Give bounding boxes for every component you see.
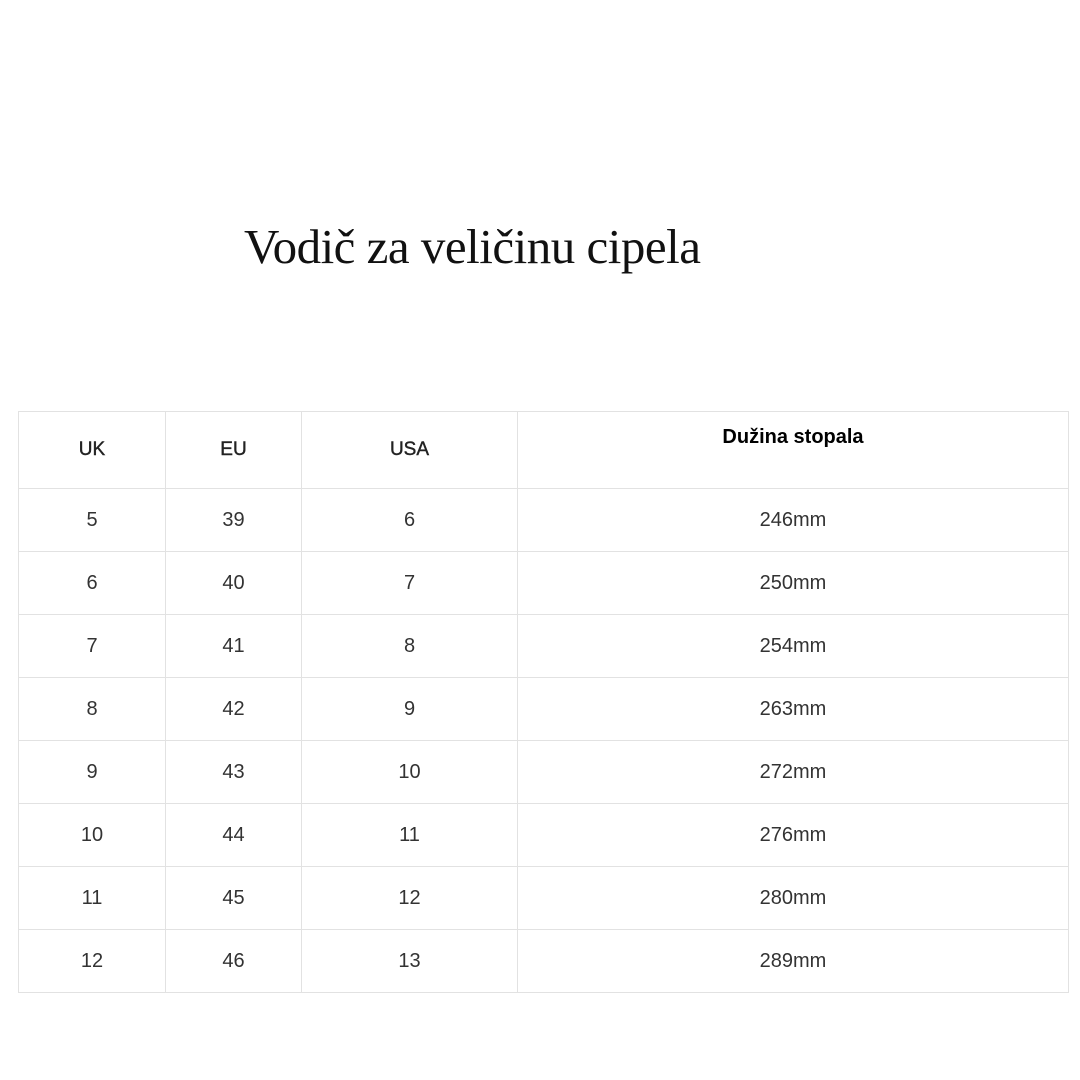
cell-foot-length: 280mm [518, 867, 1069, 930]
table-row [19, 615, 1069, 678]
cell-usa: 11 [302, 804, 518, 867]
cell-usa: 9 [302, 678, 518, 741]
cell-uk: 6 [19, 552, 166, 615]
cell-usa: 12 [302, 867, 518, 930]
header-eu: EU [166, 412, 302, 489]
cell-eu: 43 [166, 741, 302, 804]
cell-foot-length: 263mm [518, 678, 1069, 741]
table-header-row [19, 412, 1069, 489]
cell-eu: 41 [166, 615, 302, 678]
cell-eu: 40 [166, 552, 302, 615]
cell-foot-length: 276mm [518, 804, 1069, 867]
cell-usa: 10 [302, 741, 518, 804]
table-row [19, 804, 1069, 867]
header-foot-length: Dužina stopala [518, 412, 1069, 489]
cell-uk: 10 [19, 804, 166, 867]
header-uk: UK [19, 412, 166, 489]
cell-foot-length: 250mm [518, 552, 1069, 615]
size-chart-table [18, 411, 1069, 993]
cell-uk: 11 [19, 867, 166, 930]
page-title: Vodič za veličinu cipela [244, 219, 701, 274]
cell-usa: 8 [302, 615, 518, 678]
table-row [19, 552, 1069, 615]
table-row [19, 930, 1069, 993]
cell-uk: 7 [19, 615, 166, 678]
header-usa: USA [302, 412, 518, 489]
table-row [19, 678, 1069, 741]
cell-uk: 12 [19, 930, 166, 993]
table-row [19, 867, 1069, 930]
table-row [19, 741, 1069, 804]
cell-foot-length: 289mm [518, 930, 1069, 993]
cell-eu: 44 [166, 804, 302, 867]
cell-eu: 46 [166, 930, 302, 993]
table-row [19, 489, 1069, 552]
cell-usa: 7 [302, 552, 518, 615]
cell-uk: 8 [19, 678, 166, 741]
cell-foot-length: 272mm [518, 741, 1069, 804]
cell-usa: 13 [302, 930, 518, 993]
cell-uk: 5 [19, 489, 166, 552]
cell-eu: 39 [166, 489, 302, 552]
cell-foot-length: 254mm [518, 615, 1069, 678]
cell-usa: 6 [302, 489, 518, 552]
cell-eu: 42 [166, 678, 302, 741]
cell-foot-length: 246mm [518, 489, 1069, 552]
cell-uk: 9 [19, 741, 166, 804]
cell-eu: 45 [166, 867, 302, 930]
